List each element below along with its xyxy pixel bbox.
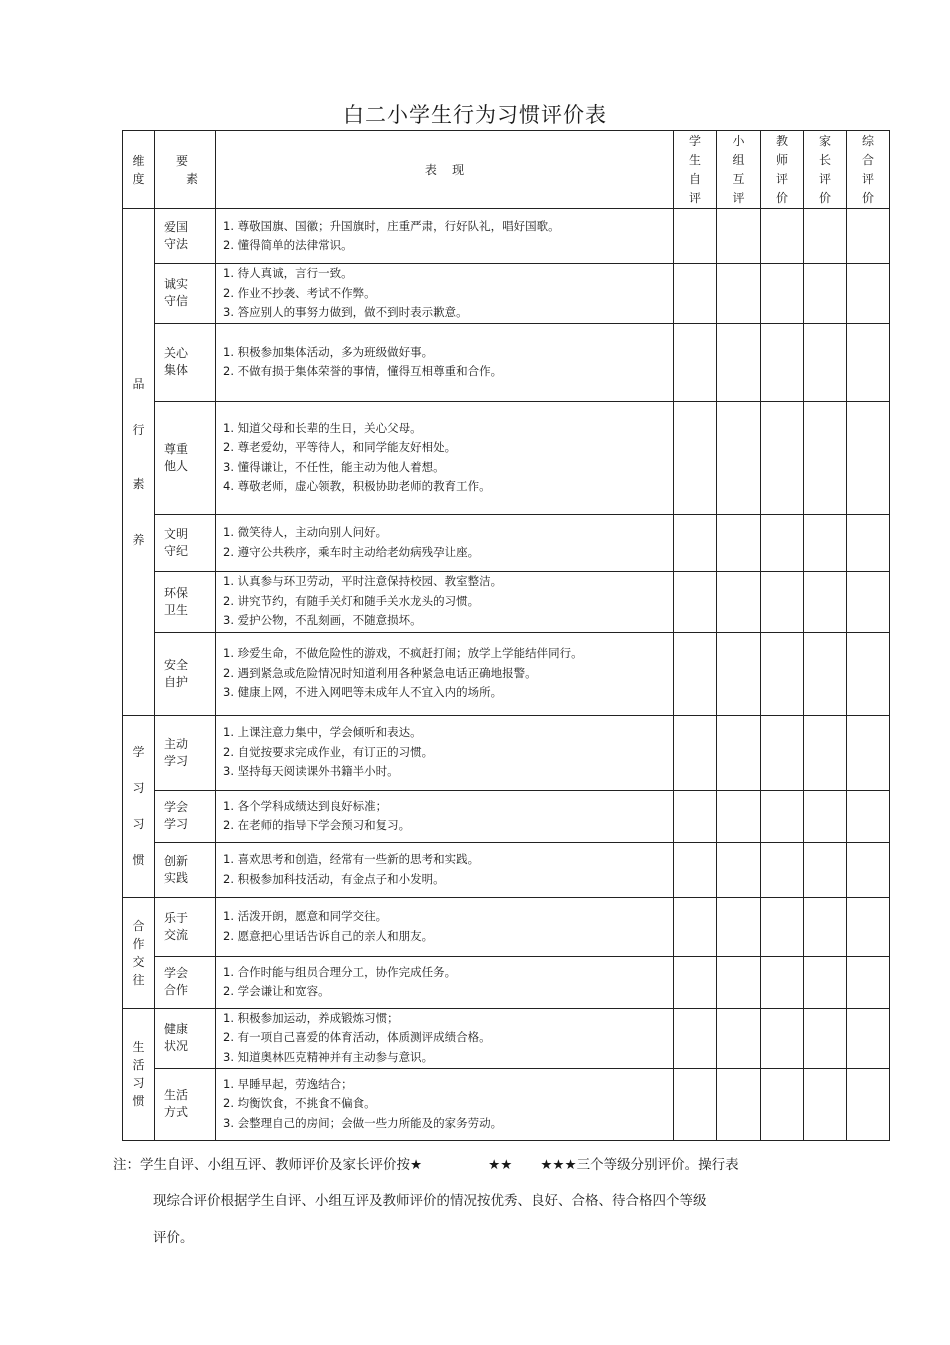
evaluation-input-cell[interactable] [717, 1008, 761, 1068]
evaluation-input-cell[interactable] [674, 842, 717, 897]
performance-cell [216, 401, 674, 514]
header-eval-char: 组 [732, 152, 745, 167]
element-name-line: 状况 [164, 1039, 189, 1053]
performance-item: 3. 答应别人的事努力做到，做不到时表示歉意。 [223, 305, 468, 319]
element-name-line: 学会 [164, 800, 189, 815]
element-name-line: 健康 [164, 1022, 189, 1037]
performance-item: 4. 尊敬老师，虚心领教，积极协助老师的教育工作。 [223, 479, 491, 493]
performance-item: 1. 尊敬国旗、国徽；升国旗时，庄重严肃，行好队礼，唱好国歌。 [223, 218, 560, 233]
performance-item: 1. 上课注意力集中，学会倾听和表达。 [223, 725, 422, 740]
header-eval-char: 家 [818, 133, 831, 148]
performance-item: 3. 懂得谦让，不任性，能主动为他人着想。 [223, 459, 445, 474]
header-eval-char: 价 [775, 190, 788, 205]
dimension-char: 习 [132, 781, 145, 795]
element-name-line: 学习 [164, 753, 189, 768]
table-row [123, 897, 890, 956]
header-eval-char: 自 [688, 171, 701, 186]
header-dimension-char: 维 [132, 153, 145, 168]
performance-cell [216, 514, 674, 571]
header-eval-column [804, 131, 847, 209]
performance-item: 1. 积极参加集体活动，多为班级做好事。 [223, 344, 434, 359]
evaluation-input-cell[interactable] [717, 1068, 761, 1140]
evaluation-input-cell[interactable] [847, 514, 890, 571]
evaluation-input-cell[interactable] [804, 790, 847, 842]
evaluation-input-cell[interactable] [847, 715, 890, 790]
evaluation-input-cell[interactable] [717, 323, 761, 401]
element-cell [155, 956, 216, 1008]
dimension-char: 品 [132, 376, 145, 391]
evaluation-input-cell[interactable] [847, 1008, 890, 1068]
performance-cell [216, 956, 674, 1008]
performance-item: 2. 积极参加科技活动，有金点子和小发明。 [223, 871, 445, 886]
evaluation-input-cell[interactable] [847, 842, 890, 897]
evaluation-input-cell[interactable] [847, 401, 890, 514]
evaluation-input-cell[interactable] [804, 632, 847, 715]
performance-item: 2. 愿意把心里话告诉自己的亲人和朋友。 [223, 928, 434, 943]
dimension-char: 学 [132, 745, 145, 759]
table-row [123, 209, 890, 264]
element-cell [155, 514, 216, 571]
element-name-line: 他人 [164, 458, 189, 473]
performance-item: 1. 认真参与环卫劳动，平时注意保持校园、教室整洁。 [223, 574, 503, 589]
evaluation-input-cell[interactable] [761, 323, 804, 401]
element-name-line: 守法 [164, 237, 189, 251]
evaluation-input-cell[interactable] [717, 209, 761, 264]
header-dimension [123, 131, 155, 209]
element-cell [155, 264, 216, 324]
dimension-char: 惯 [132, 853, 145, 867]
header-element-char: 素 [185, 171, 198, 186]
element-name-line: 安全 [164, 657, 189, 672]
performance-item: 1. 活泼开朗，愿意和同学交往。 [223, 909, 388, 923]
header-eval-char: 生 [688, 152, 701, 167]
element-cell [155, 401, 216, 514]
performance-item: 1. 早睡早起，劳逸结合； [223, 1076, 353, 1091]
evaluation-input-cell[interactable] [674, 956, 717, 1008]
performance-item: 2. 有一项自己喜爱的体育活动，体质测评成绩合格。 [223, 1030, 491, 1045]
element-name-line: 创新 [164, 853, 189, 868]
header-eval-column [717, 131, 761, 209]
dimension-char: 合 [132, 918, 145, 933]
evaluation-input-cell[interactable] [761, 956, 804, 1008]
dimension-char: 作 [132, 936, 145, 951]
evaluation-input-cell[interactable] [847, 264, 890, 324]
dimension-char: 惯 [132, 1094, 145, 1108]
performance-item: 1. 喜欢思考和创造，经常有一些新的思考和实践。 [223, 852, 480, 866]
dimension-cell [123, 209, 155, 716]
evaluation-input-cell[interactable] [804, 956, 847, 1008]
element-cell [155, 842, 216, 897]
performance-item: 1. 珍爱生命，不做危险性的游戏，不疯赶打闹；放学上学能结伴同行。 [223, 646, 583, 661]
element-name-line: 学习 [164, 817, 189, 831]
performance-item: 1. 各个学科成绩达到良好标准； [223, 798, 388, 813]
dimension-cell [123, 897, 155, 1008]
evaluation-input-cell[interactable] [847, 209, 890, 264]
evaluation-input-cell[interactable] [804, 897, 847, 956]
evaluation-input-cell[interactable] [847, 956, 890, 1008]
evaluation-input-cell[interactable] [717, 632, 761, 715]
header-row [123, 131, 890, 209]
header-eval-char: 评 [732, 190, 745, 205]
performance-item: 3. 健康上网，不进入网吧等未成年人不宜入内的场所。 [223, 685, 503, 700]
element-name-line: 主动 [164, 736, 189, 751]
footnote-line-1 [113, 1153, 739, 1173]
evaluation-input-cell[interactable] [717, 514, 761, 571]
performance-item: 2. 尊老爱幼，平等待人，和同学能友好相处。 [223, 440, 457, 454]
evaluation-input-cell[interactable] [804, 209, 847, 264]
element-cell [155, 209, 216, 264]
element-name-line: 环保 [164, 585, 189, 600]
performance-cell [216, 209, 674, 264]
evaluation-input-cell[interactable] [804, 323, 847, 401]
footnote-part-c: ★★★三个等级分别评价。操行表 [540, 1157, 739, 1173]
element-name-line: 生活 [164, 1088, 189, 1103]
element-name-line: 守纪 [164, 543, 189, 558]
performance-item: 1. 合作时能与组员合理分工，协作完成任务。 [223, 964, 457, 979]
table-row [123, 571, 890, 632]
header-eval-column [761, 131, 804, 209]
footnote-line-3: 评价。 [153, 1230, 194, 1246]
evaluation-input-cell[interactable] [761, 842, 804, 897]
evaluation-input-cell[interactable] [674, 897, 717, 956]
performance-item: 2. 均衡饮食，不挑食不偏食。 [223, 1096, 376, 1111]
header-eval-char: 互 [732, 171, 745, 186]
performance-cell [216, 715, 674, 790]
header-eval-char: 评 [818, 171, 831, 186]
header-element-char: 要 [175, 153, 188, 168]
element-name-line: 方式 [164, 1105, 189, 1119]
evaluation-input-cell[interactable] [761, 715, 804, 790]
dimension-char: 养 [132, 532, 145, 547]
header-element [155, 131, 216, 209]
evaluation-input-cell[interactable] [847, 632, 890, 715]
evaluation-input-cell[interactable] [761, 264, 804, 324]
element-name-line: 文明 [164, 526, 189, 541]
performance-item: 2. 不做有损于集体荣誉的事情，懂得互相尊重和合作。 [223, 364, 503, 378]
evaluation-input-cell[interactable] [761, 209, 804, 264]
evaluation-input-cell[interactable] [674, 790, 717, 842]
evaluation-input-cell[interactable] [847, 323, 890, 401]
performance-item: 2. 学会谦让和宽容。 [223, 984, 330, 998]
performance-item: 2. 懂得简单的法律常识。 [223, 238, 353, 252]
header-eval-char: 学 [688, 133, 701, 148]
performance-cell [216, 842, 674, 897]
performance-cell [216, 632, 674, 715]
element-cell [155, 715, 216, 790]
performance-item: 3. 爱护公物，不乱刻画，不随意损坏。 [223, 613, 422, 628]
evaluation-input-cell[interactable] [674, 209, 717, 264]
element-cell [155, 790, 216, 842]
performance-item: 1. 微笑待人，主动向别人问好。 [223, 525, 388, 539]
element-cell [155, 323, 216, 401]
evaluation-input-cell[interactable] [717, 571, 761, 632]
evaluation-input-cell[interactable] [674, 1068, 717, 1140]
evaluation-input-cell[interactable] [847, 897, 890, 956]
element-cell [155, 1008, 216, 1068]
performance-cell [216, 1068, 674, 1140]
evaluation-input-cell[interactable] [674, 715, 717, 790]
evaluation-input-cell[interactable] [761, 897, 804, 956]
element-name-line: 爱国 [164, 220, 189, 235]
evaluation-input-cell[interactable] [674, 1008, 717, 1068]
performance-item: 3. 会整理自己的房间；会做一些力所能及的家务劳动。 [223, 1115, 503, 1130]
header-eval-column [674, 131, 717, 209]
element-name-line: 乐于 [164, 910, 189, 925]
page-title: 白二小学生行为习惯评价表 [343, 103, 607, 127]
header-performance: 表 现 [216, 131, 674, 209]
element-name-line: 集体 [164, 363, 189, 377]
footnote-part-b: ★★ [488, 1157, 513, 1173]
evaluation-input-cell[interactable] [674, 323, 717, 401]
performance-item: 3. 坚持每天阅读课外书籍半小时。 [223, 764, 399, 779]
header-eval-char: 合 [861, 152, 874, 167]
footnote-part-a: 注：学生自评、小组互评、教师评价及家长评价按★ [113, 1157, 423, 1173]
table-row [123, 264, 890, 324]
element-cell [155, 897, 216, 956]
table-row [123, 790, 890, 842]
element-cell [155, 632, 216, 715]
table-row [123, 401, 890, 514]
table-row [123, 514, 890, 571]
evaluation-input-cell[interactable] [674, 632, 717, 715]
evaluation-input-cell[interactable] [847, 790, 890, 842]
header-eval-column [847, 131, 890, 209]
element-name-line: 卫生 [164, 602, 189, 617]
element-name-line: 诚实 [164, 277, 189, 292]
table-row [123, 323, 890, 401]
performance-item: 2. 在老师的指导下学会预习和复习。 [223, 818, 411, 832]
element-name-line: 学会 [164, 966, 189, 981]
dimension-cell [123, 1008, 155, 1140]
evaluation-input-cell[interactable] [717, 264, 761, 324]
performance-cell [216, 790, 674, 842]
evaluation-input-cell[interactable] [761, 1068, 804, 1140]
evaluation-input-cell[interactable] [804, 1068, 847, 1140]
evaluation-input-cell[interactable] [761, 1008, 804, 1068]
performance-item: 1. 待人真诚，言行一致。 [223, 266, 353, 280]
evaluation-input-cell[interactable] [804, 571, 847, 632]
evaluation-input-cell[interactable] [674, 264, 717, 324]
evaluation-input-cell[interactable] [804, 264, 847, 324]
header-eval-char: 评 [861, 171, 874, 186]
evaluation-input-cell[interactable] [804, 842, 847, 897]
evaluation-input-cell[interactable] [804, 401, 847, 514]
element-cell [155, 1068, 216, 1140]
evaluation-input-cell[interactable] [804, 715, 847, 790]
element-name-line: 交流 [164, 927, 189, 942]
performance-cell [216, 323, 674, 401]
element-name-line: 合作 [164, 983, 189, 997]
table-row [123, 715, 890, 790]
table-row [123, 1068, 890, 1140]
dimension-cell [123, 715, 155, 897]
header-eval-char: 小 [732, 133, 745, 148]
table-row [123, 956, 890, 1008]
performance-item: 3. 知道奥林匹克精神并有主动参与意识。 [223, 1049, 434, 1064]
performance-cell [216, 1008, 674, 1068]
dimension-char: 行 [132, 422, 145, 437]
element-cell [155, 571, 216, 632]
header-eval-char: 教 [775, 133, 788, 148]
performance-item: 2. 作业不抄袭、考试不作弊。 [223, 285, 376, 300]
dimension-char: 交 [132, 954, 145, 969]
performance-item: 1. 知道父母和长辈的生日，关心父母。 [223, 420, 422, 435]
evaluation-input-cell[interactable] [761, 571, 804, 632]
evaluation-input-cell[interactable] [761, 632, 804, 715]
element-name-line: 关心 [164, 346, 189, 361]
header-eval-char: 评 [688, 190, 701, 205]
dimension-char: 习 [132, 1076, 145, 1090]
element-name-line: 实践 [164, 870, 189, 885]
header-eval-char: 师 [775, 152, 788, 167]
header-eval-char: 价 [861, 190, 874, 205]
header-eval-char: 长 [818, 152, 831, 167]
table-row [123, 632, 890, 715]
performance-item: 2. 遵守公共秩序，乘车时主动给老幼病残孕让座。 [223, 544, 480, 559]
evaluation-input-cell[interactable] [674, 514, 717, 571]
footnote-line-2: 现综合评价根据学生自评、小组互评及教师评价的情况按优秀、良好、合格、待合格四个等级 [153, 1193, 707, 1209]
evaluation-input-cell[interactable] [717, 842, 761, 897]
header-eval-char: 价 [818, 190, 831, 205]
evaluation-table [122, 130, 890, 1141]
evaluation-input-cell[interactable] [804, 514, 847, 571]
dimension-char: 活 [132, 1058, 145, 1072]
element-name-line: 守信 [164, 294, 189, 309]
evaluation-input-cell[interactable] [761, 790, 804, 842]
performance-item: 2. 讲究节约，有随手关灯和随手关水龙头的习惯。 [223, 593, 480, 608]
dimension-char: 素 [132, 476, 145, 491]
evaluation-input-cell[interactable] [674, 401, 717, 514]
evaluation-input-cell[interactable] [761, 401, 804, 514]
evaluation-input-cell[interactable] [847, 571, 890, 632]
table-row [123, 1008, 890, 1068]
performance-cell [216, 571, 674, 632]
evaluation-input-cell[interactable] [847, 1068, 890, 1140]
evaluation-input-cell[interactable] [761, 514, 804, 571]
performance-item: 2. 遇到紧急或危险情况时知道利用各种紧急电话正确地报警。 [223, 665, 537, 680]
evaluation-input-cell[interactable] [804, 1008, 847, 1068]
performance-cell [216, 264, 674, 324]
performance-item: 1. 积极参加运动，养成锻炼习惯； [223, 1010, 399, 1025]
element-name-line: 尊重 [164, 441, 189, 456]
header-eval-char: 评 [775, 171, 788, 186]
evaluation-input-cell[interactable] [717, 401, 761, 514]
dimension-char: 生 [132, 1040, 145, 1054]
evaluation-input-cell[interactable] [674, 571, 717, 632]
evaluation-input-cell[interactable] [717, 790, 761, 842]
dimension-char: 习 [132, 817, 145, 831]
performance-cell [216, 897, 674, 956]
evaluation-input-cell[interactable] [717, 956, 761, 1008]
dimension-char: 往 [132, 972, 145, 987]
table-row [123, 842, 890, 897]
element-name-line: 自护 [164, 674, 189, 689]
header-dimension-char: 度 [132, 171, 145, 186]
performance-item: 2. 自觉按要求完成作业，有订正的习惯。 [223, 744, 434, 759]
evaluation-input-cell[interactable] [717, 897, 761, 956]
header-eval-char: 综 [861, 133, 874, 148]
evaluation-input-cell[interactable] [717, 715, 761, 790]
